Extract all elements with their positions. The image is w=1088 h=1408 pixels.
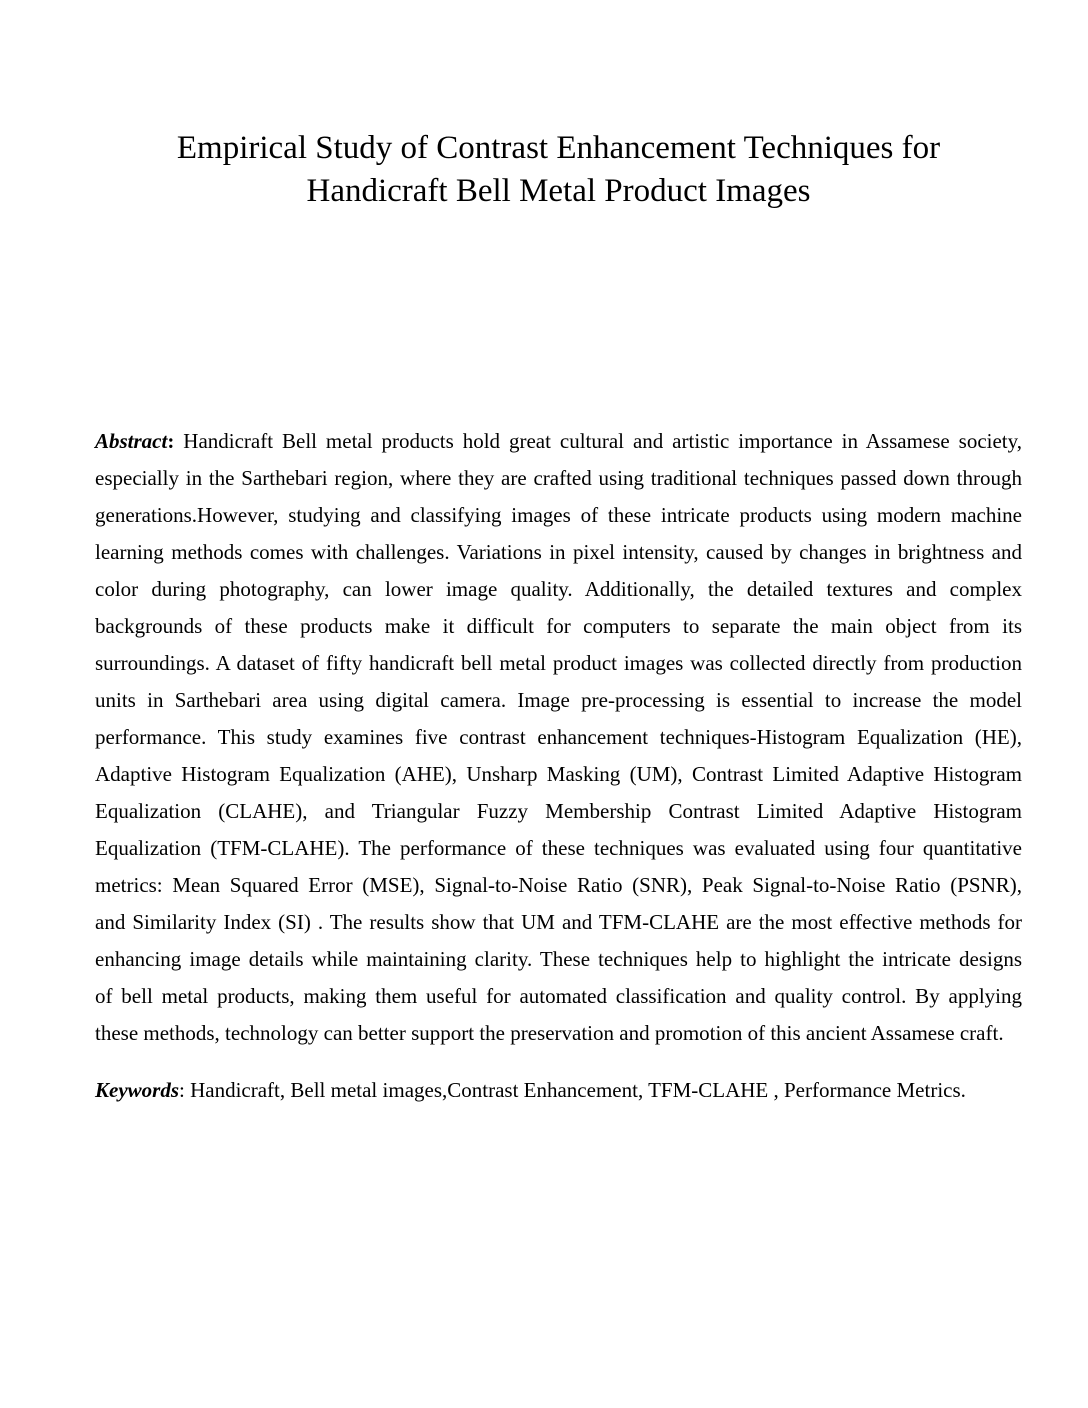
abstract-colon: :: [167, 429, 175, 453]
abstract-line: performance. This study examines five contrast enhancement techniques-Histogram Equalization (HE),: [95, 725, 1022, 749]
abstract-line: Equalization (CLAHE), and Triangular Fuzzy Membership Contrast Limited Adaptive Histogram: [95, 799, 1022, 823]
abstract-line: Adaptive Histogram Equalization (AHE), Unsharp Masking (UM), Contrast Limited Adaptive Histogram: [95, 762, 1022, 786]
paper-title-line-1: Empirical Study of Contrast Enhancement Techniques for: [176, 130, 941, 166]
page-content: [0, 127, 1088, 1109]
abstract-line: surroundings. A dataset of fifty handicraft bell metal product images was collected directly from production: [95, 651, 1022, 675]
abstract-line: Equalization (TFM-CLAHE). The performance of these techniques was evaluated using four quantitative: [95, 836, 1022, 860]
paper-title-line-2: Handicraft Bell Metal Product Images: [306, 173, 811, 209]
abstract-line: these methods, technology can better support the preservation and promotion of this ancient Assamese craft.: [95, 1021, 1004, 1045]
abstract-first-line-text: Handicraft Bell metal products hold great cultural and artistic importance in Assamese society,: [183, 429, 1023, 453]
abstract-line: generations.However, studying and classifying images of these intricate products using modern machine: [95, 503, 1022, 527]
abstract-line: enhancing image details while maintaining clarity. These techniques help to highlight the intricate designs: [95, 947, 1022, 971]
abstract-line: color during photography, can lower image quality. Additionally, the detailed textures and complex: [95, 577, 1022, 601]
abstract-section: [95, 423, 1022, 1052]
keywords-line: [95, 1072, 1022, 1109]
abstract-lines: [95, 460, 1022, 1052]
abstract-line: units in Sarthebari area using digital camera. Image pre-processing is essential to increase the model: [95, 688, 1022, 712]
keywords-label: Keywords: [95, 1078, 179, 1102]
abstract-first-line: [95, 423, 1022, 460]
keywords-colon: :: [179, 1078, 185, 1102]
abstract-line: learning methods comes with challenges. Variations in pixel intensity, caused by changes in brightness and: [95, 540, 1022, 564]
abstract-label: Abstract: [95, 429, 168, 453]
keywords-text: Handicraft, Bell metal images,Contrast Enhancement, TFM-CLAHE , Performance Metrics.: [190, 1078, 966, 1102]
abstract-line: and Similarity Index (SI) . The results show that UM and TFM-CLAHE are the most effective methods for: [95, 910, 1022, 934]
paper-title: [95, 127, 1022, 213]
abstract-line: especially in the Sarthebari region, where they are crafted using traditional techniques passed down through: [95, 466, 1022, 490]
abstract-line: backgrounds of these products make it difficult for computers to separate the main object from its: [95, 614, 1022, 638]
abstract-line: of bell metal products, making them useful for automated classification and quality control. By applying: [95, 984, 1022, 1008]
abstract-line: metrics: Mean Squared Error (MSE), Signal-to-Noise Ratio (SNR), Peak Signal-to-Noise Ratio (PSNR),: [95, 873, 1022, 897]
